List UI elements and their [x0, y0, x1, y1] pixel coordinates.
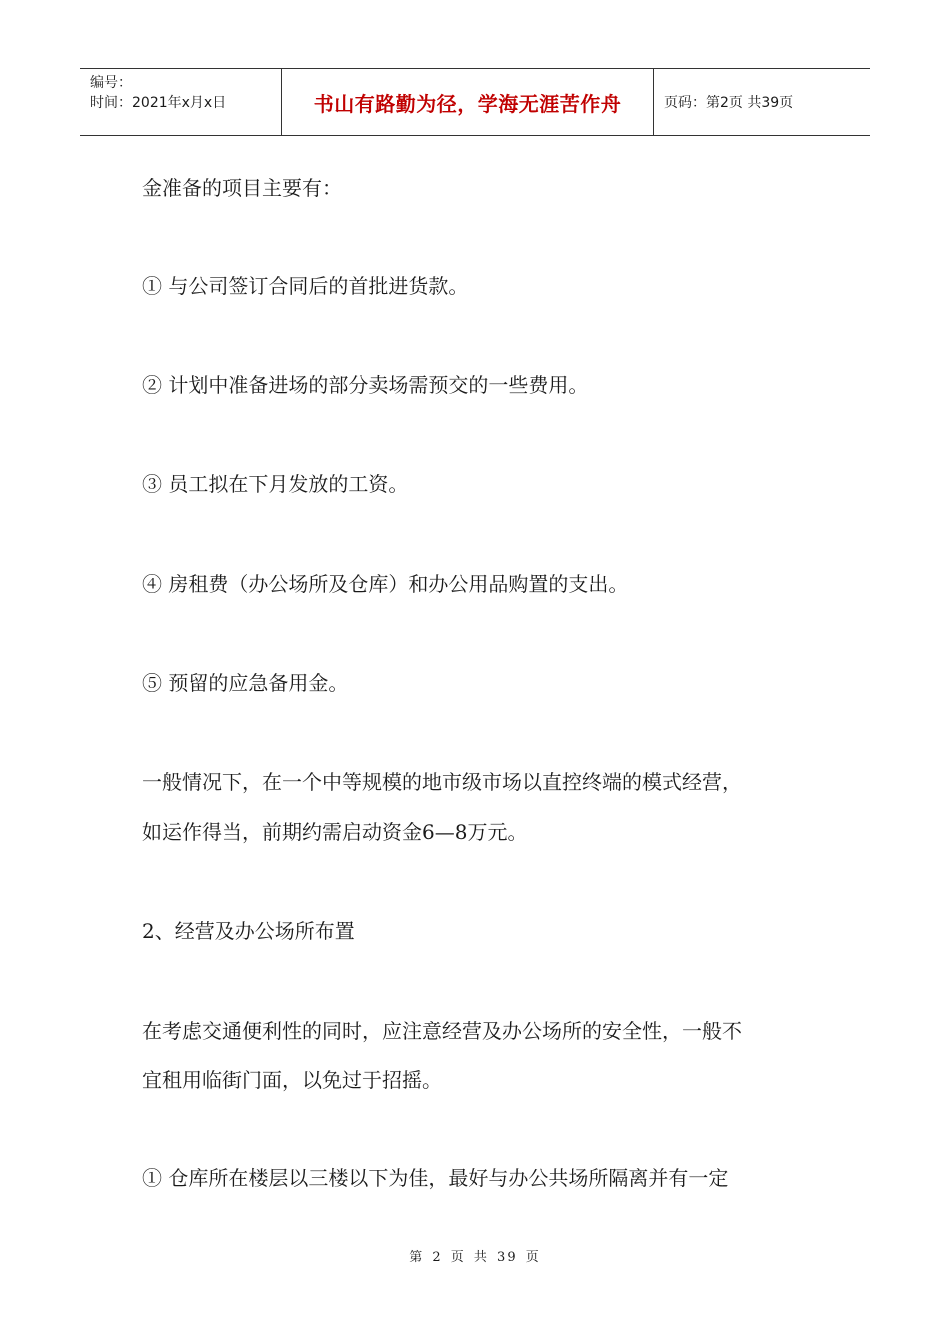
- paragraph: 在考虑交通便利性的同时，应注意经营及办公场所的安全性，一般不: [142, 1019, 742, 1043]
- paragraph: 宜租用临街门面，以免过于招摇。: [142, 1068, 442, 1092]
- list-item: ② 计划中准备进场的部分卖场需预交的一些费用。: [142, 373, 589, 397]
- page-header: [80, 68, 870, 136]
- header-page-label: 页码：第2页 共39页: [664, 95, 794, 111]
- paragraph: 一般情况下，在一个中等规模的地市级市场以直控终端的模式经营，: [142, 770, 742, 794]
- list-item: ① 与公司签订合同后的首批进货款。: [142, 274, 469, 298]
- list-item: ④ 房租费（办公场所及仓库）和办公用品购置的支出。: [142, 572, 629, 596]
- list-item: ⑤ 预留的应急备用金。: [142, 671, 349, 695]
- header-meta: [80, 69, 282, 135]
- page-footer: 第 2 页 共 39 页: [409, 1250, 541, 1265]
- section-heading: 2、经营及办公场所布置: [142, 919, 355, 943]
- paragraph: 金准备的项目主要有：: [142, 176, 342, 200]
- paragraph: 如运作得当，前期约需启动资金6—8万元。: [142, 820, 528, 844]
- header-page-number: [654, 69, 870, 135]
- list-item: ③ 员工拟在下月发放的工资。: [142, 472, 409, 496]
- document-time-label: 时间：2021年x月x日: [90, 95, 227, 111]
- list-item: ① 仓库所在楼层以三楼以下为佳，最好与办公共场所隔离并有一定: [142, 1166, 729, 1190]
- header-motto: 书山有路勤为径，学海无涯苦作舟: [282, 69, 654, 135]
- document-number-label: 编号：: [90, 75, 132, 91]
